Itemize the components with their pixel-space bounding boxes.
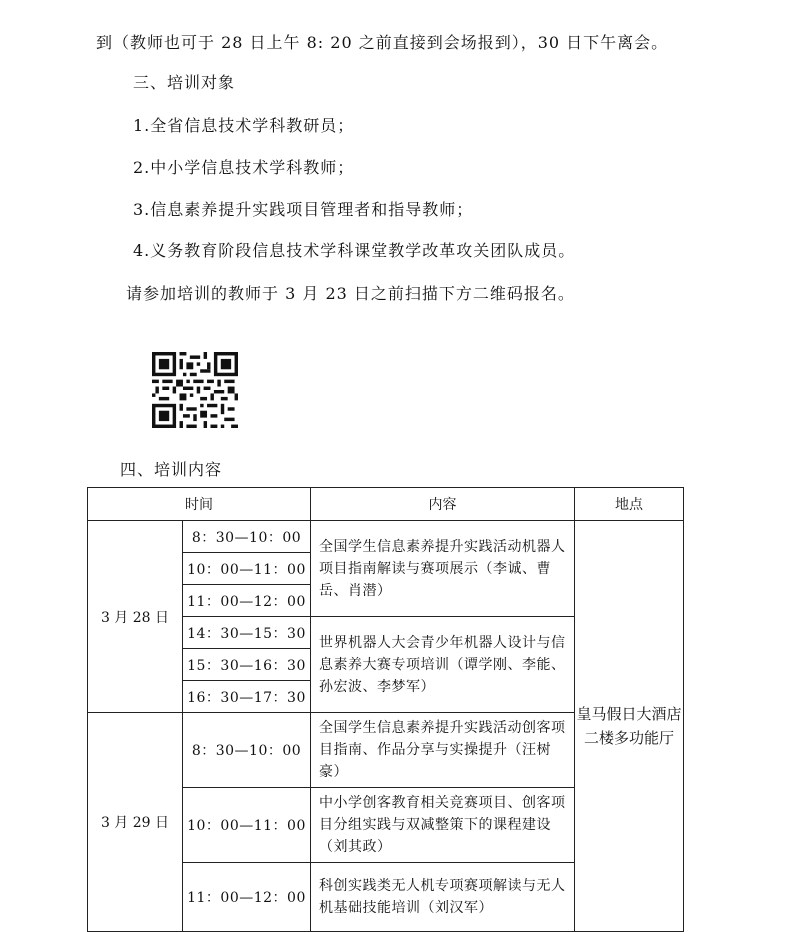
section-heading-participants: 三、培训对象 [133,73,236,92]
participant-item-3: 3.信息素养提升实践项目管理者和指导教师； [133,200,474,219]
time-slot: 8：30—10：00 [183,521,311,553]
content-cell: 中小学创客教育相关竞赛项目、创客项目分组实践与双减整策下的课程建设（刘其政） [311,788,575,863]
participant-item-2: 2.中小学信息技术学科教师； [133,158,355,177]
section-heading-content: 四、培训内容 [120,460,223,479]
content-cell: 全国学生信息素养提升实践活动机器人项目指南解读与赛项展示（李诚、曹岳、肖潜） [311,521,575,617]
time-slot: 10：00—11：00 [183,553,311,585]
time-slot: 16：30—17：30 [183,681,311,713]
qr-code-icon[interactable] [152,352,238,428]
participant-item-1: 1.全省信息技术学科教研员； [133,116,355,135]
location-cell: 皇马假日大酒店二楼多功能厅 [575,521,684,932]
header-content: 内容 [311,488,575,521]
time-slot: 14：30—15：30 [183,617,311,649]
date-cell-day2: 3 月 29 日 [88,713,183,932]
time-slot: 11：00—12：00 [183,585,311,617]
registration-note: 请参加培训的教师于 3 月 23 日之前扫描下方二维码报名。 [126,284,575,303]
time-slot: 10：00—11：00 [183,788,311,863]
header-location: 地点 [575,488,684,521]
content-cell: 全国学生信息素养提升实践活动创客项目指南、作品分享与实操提升（汪树豪） [311,713,575,788]
table-row [88,521,684,553]
schedule-table [87,487,684,932]
table-header-row [88,488,684,521]
content-cell: 科创实践类无人机专项赛项解读与无人机基础技能培训（刘汉军） [311,863,575,932]
content-cell: 世界机器人大会青少年机器人设计与信息素养大赛专项培训（谭学刚、李能、孙宏波、李梦军） [311,617,575,713]
time-slot: 15：30—16：30 [183,649,311,681]
header-time: 时间 [88,488,311,521]
participant-item-4: 4.义务教育阶段信息技术学科课堂教学改革攻关团队成员。 [133,241,576,260]
date-cell-day1: 3 月 28 日 [88,521,183,713]
paragraph-report-note: 到（教师也可于 28 日上午 8: 20 之前直接到会场报到），30 日下午离会。 [96,33,669,52]
time-slot: 11：00—12：00 [183,863,311,932]
time-slot: 8：30—10：00 [183,713,311,788]
